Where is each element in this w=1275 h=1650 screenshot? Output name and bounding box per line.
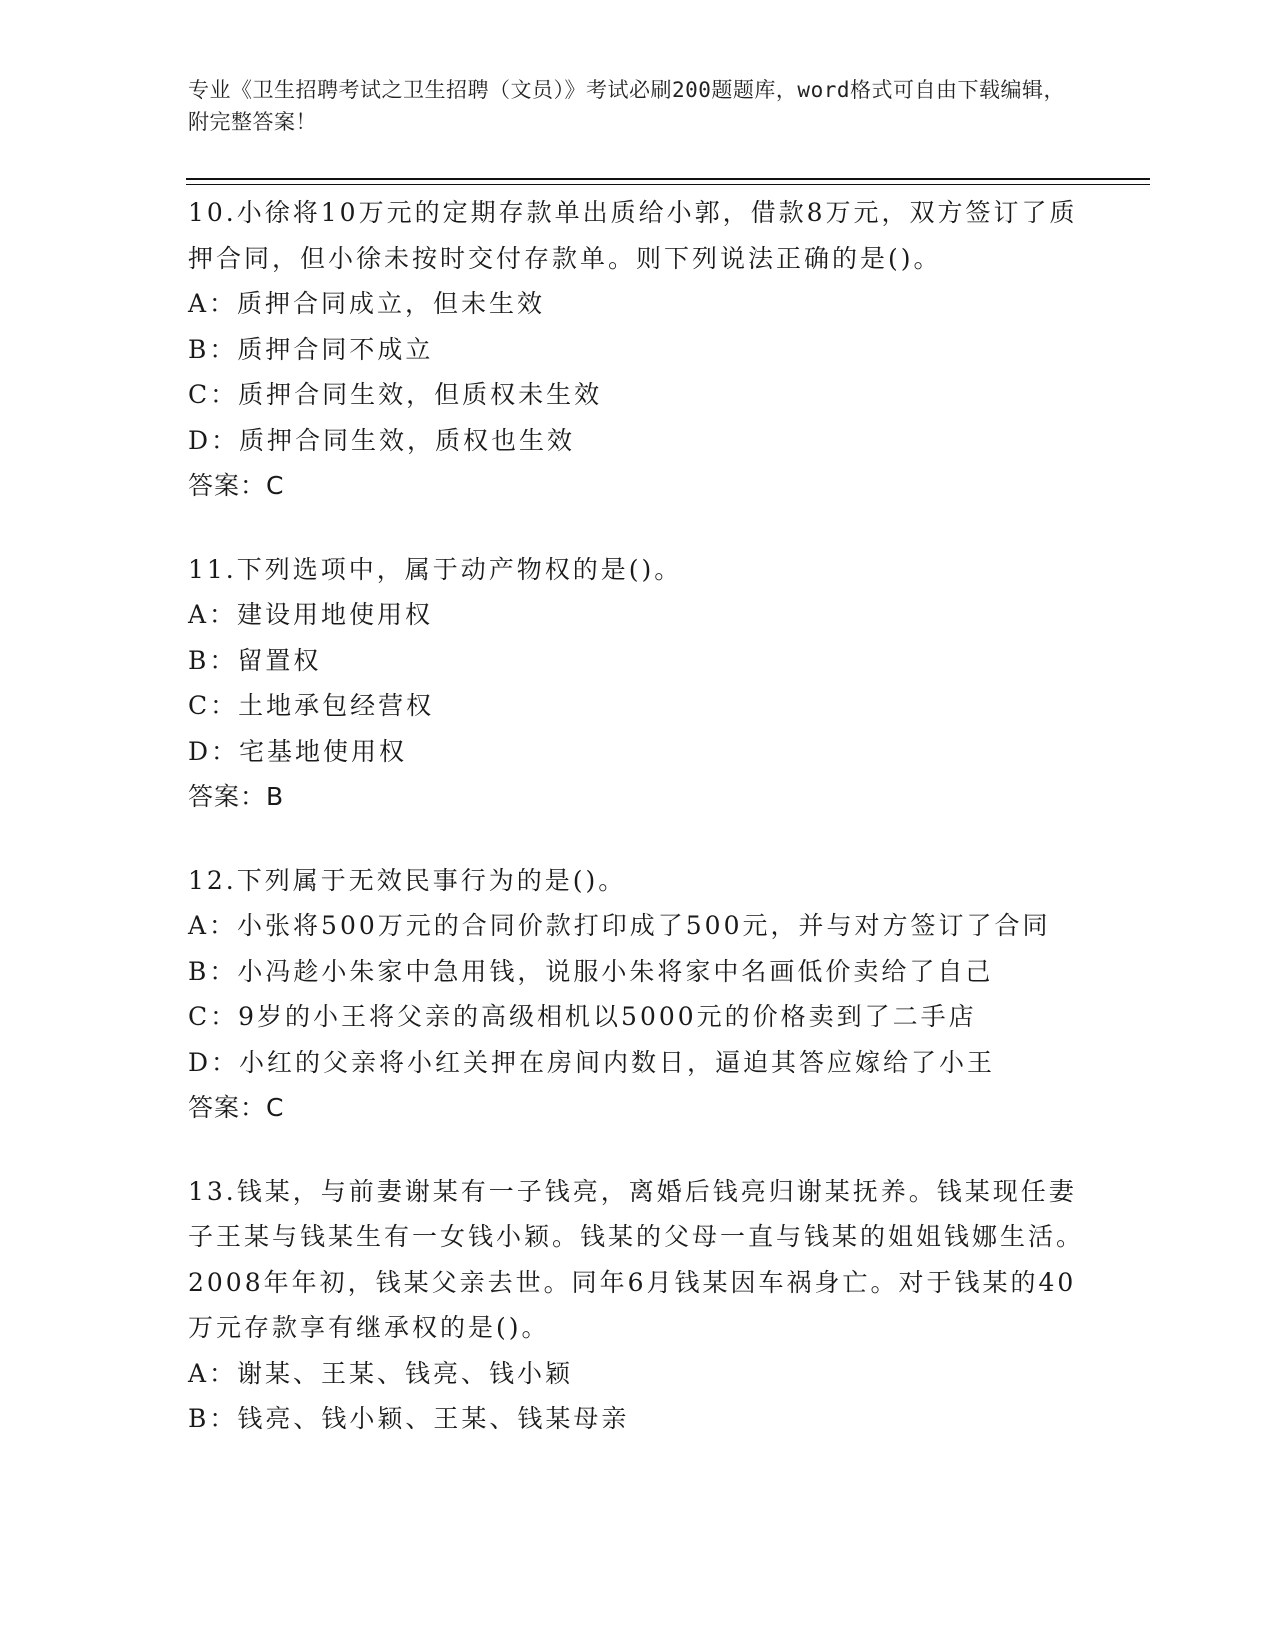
question-stem: 12.下列属于无效民事行为的是()。: [188, 865, 627, 895]
answer-line: 答案：C: [188, 471, 285, 500]
option-b: B：小冯趁小朱家中急用钱，说服小朱将家中名画低价卖给了自己: [188, 956, 994, 986]
question-10: [188, 190, 1088, 509]
option-a: A：质押合同成立，但未生效: [188, 289, 546, 318]
answer-line: 答案：B: [188, 782, 285, 811]
option-b: B：留置权: [188, 645, 322, 675]
option-d: D：宅基地使用权: [188, 736, 408, 766]
option-a: A：谢某、王某、钱亮、钱小颖: [188, 1358, 574, 1388]
header-divider-thin: [186, 184, 1150, 185]
answer-line: 答案：C: [188, 1093, 285, 1122]
question-13: [188, 1169, 1088, 1442]
option-b: B：钱亮、钱小颖、王某、钱某母亲: [188, 1404, 630, 1433]
question-list: [188, 190, 1088, 1480]
option-d: D：小红的父亲将小红关押在房间内数日，逼迫其答应嫁给了小王: [188, 1047, 996, 1077]
option-c: C：9岁的小王将父亲的高级相机以5000元的价格卖到了二手店: [188, 1002, 977, 1031]
option-c: C：质押合同生效，但质权未生效: [188, 380, 603, 409]
question-11: [188, 547, 1088, 820]
question-12: [188, 858, 1088, 1131]
option-b: B：质押合同不成立: [188, 334, 434, 364]
question-stem: 13.钱某，与前妻谢某有一子钱亮，离婚后钱亮归谢某抚养。钱某现任妻子王某与钱某生有一女钱小颖。钱某的父母一直与钱某的姐姐钱娜生活。2008年年初，钱某父亲去世。同年6月钱某因车祸身亡。对于钱某的40万元存款享有继承权的是()。: [188, 1176, 1085, 1342]
option-a: A：建设用地使用权: [188, 600, 434, 629]
header-divider-thick: [186, 178, 1150, 180]
document-header: 专业《卫生招聘考试之卫生招聘（文员）》考试必刷200题题库，word格式可自由下载编辑，附完整答案！: [188, 78, 1065, 134]
question-stem: 10.小徐将10万元的定期存款单出质给小郭，借款8万元，双方签订了质押合同，但小徐未按时交付存款单。则下列说法正确的是()。: [188, 198, 1078, 273]
option-d: D：质押合同生效，质权也生效: [188, 425, 576, 455]
option-a: A：小张将500万元的合同价款打印成了500元，并与对方签订了合同: [188, 911, 1051, 940]
option-c: C：土地承包经营权: [188, 691, 435, 720]
question-stem: 11.下列选项中，属于动产物权的是()。: [188, 554, 683, 584]
